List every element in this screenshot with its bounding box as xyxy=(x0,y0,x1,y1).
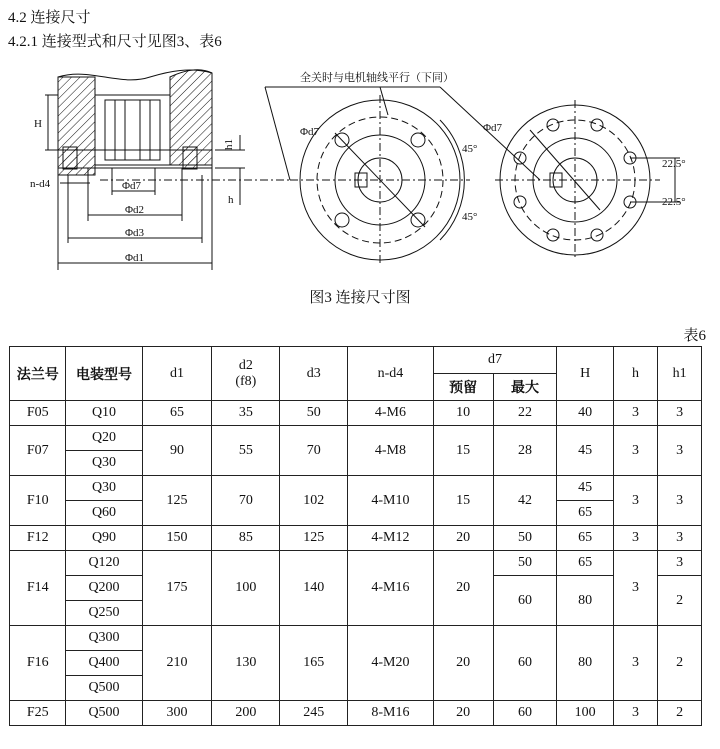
cell-model: Q200 xyxy=(66,576,142,601)
label-22-5-bottom: 22.5° xyxy=(662,196,686,208)
label-nd4: n-d4 xyxy=(30,178,51,190)
cell-h: 3 xyxy=(613,401,657,426)
label-d7: Φd7 xyxy=(122,180,142,192)
cell-flange: F25 xyxy=(10,701,66,726)
cell-d2: 100 xyxy=(212,551,280,626)
cell-d7-pre: 15 xyxy=(433,426,493,476)
cell-nd4: 4-M12 xyxy=(348,526,433,551)
cell-flange: F10 xyxy=(10,476,66,526)
cell-d7-max: 50 xyxy=(493,551,557,576)
cell-flange: F07 xyxy=(10,426,66,476)
cell-d2: 130 xyxy=(212,626,280,701)
cell-h: 3 xyxy=(613,526,657,551)
cell-h: 3 xyxy=(613,476,657,526)
cell-d3: 245 xyxy=(280,701,348,726)
parallel-note: 全关时与电机轴线平行（下同） xyxy=(300,72,454,84)
cell-flange: F12 xyxy=(10,526,66,551)
header-row xyxy=(10,347,702,374)
header-nd4: n-d4 xyxy=(348,347,433,401)
cell-nd4: 4-M6 xyxy=(348,401,433,426)
table-row xyxy=(10,551,702,576)
cell-model: Q60 xyxy=(66,501,142,526)
cell-d1: 125 xyxy=(142,476,212,526)
cell-d7-max: 50 xyxy=(493,526,557,551)
cell-d2: 55 xyxy=(212,426,280,476)
cell-h: 3 xyxy=(613,626,657,701)
cell-H: 100 xyxy=(557,701,613,726)
cell-d1: 175 xyxy=(142,551,212,626)
cell-d7-pre: 10 xyxy=(433,401,493,426)
cell-flange: F14 xyxy=(10,551,66,626)
cell-model: Q30 xyxy=(66,451,142,476)
header-d7-pre: 预留 xyxy=(433,374,493,401)
cell-flange: F05 xyxy=(10,401,66,426)
label-d7-view2: Φd7 xyxy=(483,122,503,134)
header-d3: d3 xyxy=(280,347,348,401)
cell-h1: 3 xyxy=(658,551,702,576)
cell-model: Q250 xyxy=(66,601,142,626)
cell-d3: 165 xyxy=(280,626,348,701)
table-row xyxy=(10,626,702,651)
header-d7: d7 xyxy=(433,347,557,374)
header-d2 xyxy=(212,347,280,401)
cell-model: Q120 xyxy=(66,551,142,576)
connection-dimension-drawing xyxy=(0,55,720,280)
header-d2-sub: (f8) xyxy=(235,373,257,389)
cell-h: 3 xyxy=(613,701,657,726)
cell-model: Q30 xyxy=(66,476,142,501)
header-d2-label: d2 xyxy=(238,357,253,373)
cell-H: 65 xyxy=(557,551,613,576)
cell-d1: 210 xyxy=(142,626,212,701)
cell-h: 3 xyxy=(613,551,657,626)
label-d7-view1: Φd7 xyxy=(300,126,320,138)
header-h: h xyxy=(613,347,657,401)
cell-d7-max: 22 xyxy=(493,401,557,426)
label-45-top: 45° xyxy=(462,143,478,155)
flange-4-hole-view xyxy=(290,95,470,265)
header-flange: 法兰号 xyxy=(10,347,66,401)
label-d1: Φd1 xyxy=(125,252,145,264)
cell-H: 65 xyxy=(557,526,613,551)
cell-model: Q300 xyxy=(66,626,142,651)
flange-8-hole-view xyxy=(495,100,680,260)
cell-d1: 90 xyxy=(142,426,212,476)
dimension-table xyxy=(9,346,702,726)
table-row xyxy=(10,476,702,501)
cell-model: Q500 xyxy=(66,701,142,726)
cell-H: 65 xyxy=(557,501,613,526)
section-title: 4.2 连接尺寸 xyxy=(8,10,91,26)
label-d2: Φd2 xyxy=(125,204,145,216)
cell-h1: 2 xyxy=(658,701,702,726)
cell-d7-max: 60 xyxy=(493,576,557,626)
table-row xyxy=(10,526,702,551)
cell-model: Q20 xyxy=(66,426,142,451)
cell-h1: 3 xyxy=(658,476,702,526)
header-model: 电装型号 xyxy=(66,347,142,401)
cell-H: 80 xyxy=(557,626,613,701)
cell-h1: 3 xyxy=(658,526,702,551)
cell-h: 3 xyxy=(613,426,657,476)
cell-model: Q10 xyxy=(66,401,142,426)
cell-H: 45 xyxy=(557,426,613,476)
figure-caption: 图3 连接尺寸图 xyxy=(309,290,411,306)
cell-d7-pre: 20 xyxy=(433,551,493,626)
cell-d2: 35 xyxy=(212,401,280,426)
cell-d7-max: 28 xyxy=(493,426,557,476)
cell-h1: 3 xyxy=(658,426,702,476)
cell-d7-max: 42 xyxy=(493,476,557,526)
cell-h1: 3 xyxy=(658,401,702,426)
cell-d3: 50 xyxy=(280,401,348,426)
table-row xyxy=(10,426,702,451)
cell-model: Q90 xyxy=(66,526,142,551)
label-22-5-top: 22.5° xyxy=(662,158,686,170)
table-row xyxy=(10,401,702,426)
cell-H: 80 xyxy=(557,576,613,626)
cell-nd4: 4-M8 xyxy=(348,426,433,476)
cell-d2: 200 xyxy=(212,701,280,726)
section-view xyxy=(45,70,290,270)
cell-d7-pre: 20 xyxy=(433,701,493,726)
cell-d3: 102 xyxy=(280,476,348,526)
cell-nd4: 4-M16 xyxy=(348,551,433,626)
header-d1: d1 xyxy=(142,347,212,401)
cell-H: 40 xyxy=(557,401,613,426)
table-label: 表6 xyxy=(683,328,706,344)
label-45-bottom: 45° xyxy=(462,211,478,223)
subsection-title: 4.2.1 连接型式和尺寸见图3、表6 xyxy=(8,34,222,50)
cell-d3: 125 xyxy=(280,526,348,551)
cell-d7-pre: 20 xyxy=(433,526,493,551)
cell-h1: 2 xyxy=(658,576,702,626)
table-row xyxy=(10,701,702,726)
cell-h1: 2 xyxy=(658,626,702,701)
cell-d7-max: 60 xyxy=(493,626,557,701)
cell-model: Q500 xyxy=(66,676,142,701)
cell-nd4: 8-M16 xyxy=(348,701,433,726)
cell-d2: 70 xyxy=(212,476,280,526)
cell-d7-max: 60 xyxy=(493,701,557,726)
cell-d3: 140 xyxy=(280,551,348,626)
cell-nd4: 4-M20 xyxy=(348,626,433,701)
label-h1: h1 xyxy=(223,139,235,150)
cell-model: Q400 xyxy=(66,651,142,676)
cell-flange: F16 xyxy=(10,626,66,701)
cell-d1: 300 xyxy=(142,701,212,726)
label-h: h xyxy=(228,194,234,206)
cell-nd4: 4-M10 xyxy=(348,476,433,526)
label-d3: Φd3 xyxy=(125,227,145,239)
cell-d7-pre: 20 xyxy=(433,626,493,701)
cell-d3: 70 xyxy=(280,426,348,476)
cell-H: 45 xyxy=(557,476,613,501)
cell-d1: 65 xyxy=(142,401,212,426)
label-H: H xyxy=(34,118,42,130)
cell-d1: 150 xyxy=(142,526,212,551)
cell-d2: 85 xyxy=(212,526,280,551)
cell-d7-pre: 15 xyxy=(433,476,493,526)
header-h1: h1 xyxy=(658,347,702,401)
header-H: H xyxy=(557,347,613,401)
header-d7-max: 最大 xyxy=(493,374,557,401)
